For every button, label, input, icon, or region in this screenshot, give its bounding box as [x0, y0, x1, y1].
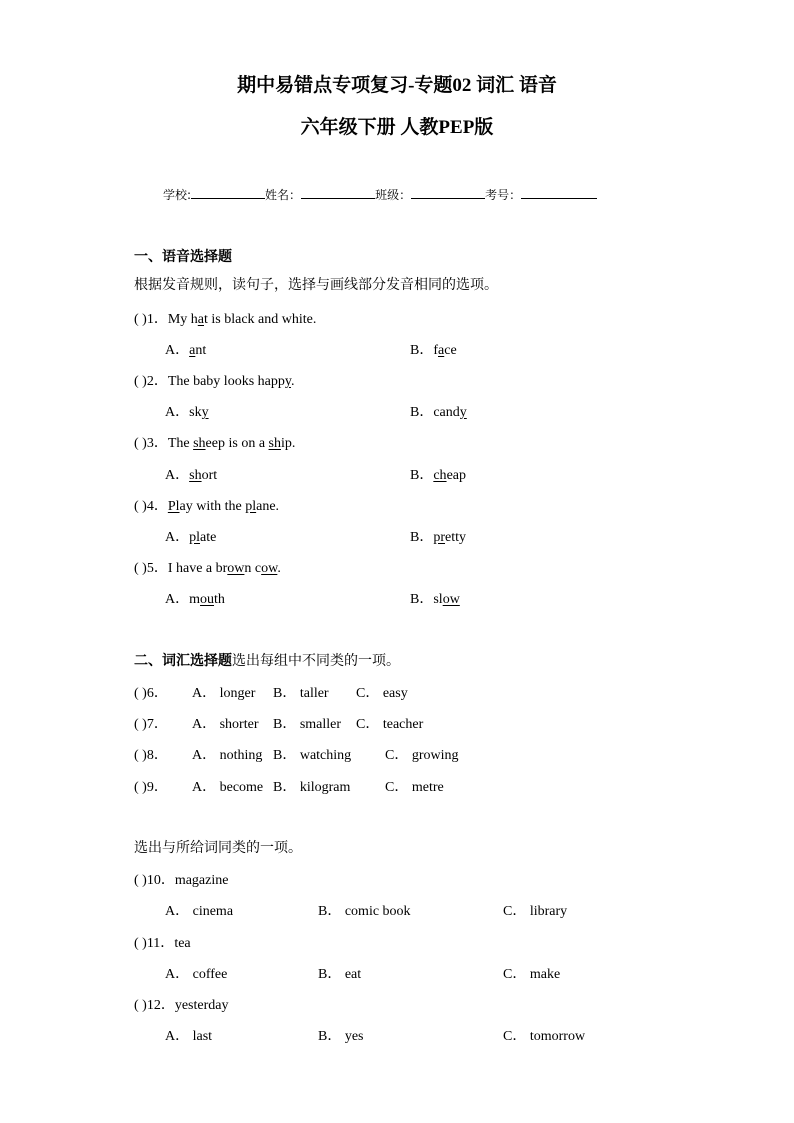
sentence-text: The baby looks happ — [167, 374, 285, 389]
option-a[interactable]: A．plate — [165, 530, 217, 545]
option-a[interactable]: A． coffee — [165, 967, 228, 982]
option-a[interactable]: A．short — [165, 468, 218, 483]
question-9: ( )9． — [134, 780, 168, 795]
option-a[interactable]: A． nothing — [192, 748, 263, 763]
answer-paren[interactable]: ( ) — [134, 312, 147, 327]
sentence-text: I have a br — [167, 561, 228, 576]
option-b[interactable]: B．pretty — [410, 530, 467, 545]
answer-paren[interactable]: ( ) — [134, 936, 147, 951]
question-number: 2． — [146, 374, 168, 389]
underlined-part: pl — [245, 499, 257, 514]
section2-header — [134, 650, 400, 670]
school-blank[interactable] — [191, 186, 265, 199]
option-b[interactable]: B．slow — [410, 592, 460, 607]
option-b[interactable]: B． watching — [273, 748, 352, 763]
sentence-text: ane. — [256, 499, 280, 514]
class-blank[interactable] — [411, 186, 485, 199]
given-word: tea — [174, 936, 191, 951]
number-blank[interactable] — [521, 186, 597, 199]
option-c[interactable]: C． tomorrow — [503, 1029, 586, 1044]
option-a[interactable]: A．mouth — [165, 592, 225, 607]
option-a[interactable]: A． longer — [192, 686, 256, 701]
sentence-text: ip. — [280, 436, 296, 451]
option-a[interactable]: A． shorter — [192, 717, 259, 732]
answer-paren[interactable]: ( ) — [134, 780, 147, 795]
option-c[interactable]: C． make — [503, 967, 561, 982]
underlined-part: a — [197, 312, 204, 327]
sentence-text: t is black and white. — [204, 312, 317, 327]
section2-heading: 二、词汇选择题 — [134, 653, 232, 669]
school-label: 学校: — [163, 188, 192, 202]
underlined-part: ow — [261, 561, 278, 576]
answer-paren[interactable]: ( ) — [134, 499, 147, 514]
answer-paren[interactable]: ( ) — [134, 374, 147, 389]
option-a[interactable]: A． become — [192, 780, 264, 795]
underlined-part: sh — [193, 436, 206, 451]
sentence-text: . — [290, 374, 295, 389]
option-b[interactable]: B． taller — [273, 686, 329, 701]
option-c[interactable]: C． teacher — [356, 717, 424, 732]
sentence-text: ay with the — [179, 499, 246, 514]
question-4 — [134, 495, 279, 515]
question-3 — [134, 432, 295, 452]
option-b[interactable]: B． kilogram — [273, 780, 351, 795]
class-label: 班级： — [375, 188, 412, 202]
option-a[interactable]: A． last — [165, 1029, 213, 1044]
sentence-text: My h — [167, 312, 198, 327]
option-c[interactable]: C． library — [503, 904, 568, 919]
underlined-part: ow — [227, 561, 245, 576]
sentence-text: . — [277, 561, 281, 576]
question-2 — [134, 370, 294, 390]
doc-subtitle: 六年级下册 人教PEP版 — [300, 117, 494, 138]
option-c[interactable]: C． easy — [356, 686, 408, 701]
underlined-part: Pl — [167, 499, 180, 514]
option-b[interactable]: B． smaller — [273, 717, 342, 732]
question-number: 5． — [146, 561, 168, 576]
section1-heading: 一、语音选择题 — [134, 249, 232, 265]
option-a[interactable]: A．sky — [165, 405, 209, 420]
student-info-line — [163, 186, 597, 203]
option-b[interactable]: B．candy — [410, 405, 467, 420]
question-number: 3． — [146, 436, 168, 451]
underlined-part: y — [284, 374, 291, 389]
section2-instruction: 选出每组中不同类的一项。 — [232, 653, 400, 669]
given-word: magazine — [174, 873, 229, 888]
question-1 — [134, 308, 316, 328]
section1-instruction: 根据发音规则，读句子，选择与画线部分发音相同的选项。 — [134, 277, 498, 293]
question-10: ( )10．magazine — [134, 873, 229, 888]
option-c[interactable]: C． metre — [385, 780, 444, 795]
sentence-text: n c — [244, 561, 262, 576]
option-b[interactable]: B．cheap — [410, 468, 466, 483]
given-word: yesterday — [174, 998, 229, 1013]
answer-paren[interactable]: ( ) — [134, 998, 147, 1013]
option-b[interactable]: B． yes — [318, 1029, 364, 1044]
number-label: 考号： — [485, 188, 522, 202]
option-a[interactable]: A． cinema — [165, 904, 234, 919]
section2-instruction2: 选出与所给词同类的一项。 — [134, 840, 302, 856]
doc-title: 期中易错点专项复习-专题02 词汇 语音 — [237, 75, 557, 96]
question-number: 1． — [146, 312, 168, 327]
sentence-text: The — [167, 436, 194, 451]
answer-paren[interactable]: ( ) — [134, 561, 147, 576]
answer-paren[interactable]: ( ) — [134, 717, 147, 732]
underlined-part: sh — [268, 436, 281, 451]
option-b[interactable]: B． comic book — [318, 904, 411, 919]
question-5 — [134, 557, 281, 577]
option-c[interactable]: C． growing — [385, 748, 459, 763]
question-number: 4． — [146, 499, 168, 514]
question-12: ( )12．yesterday — [134, 998, 229, 1013]
question-7: ( )7． — [134, 717, 168, 732]
option-b[interactable]: B． eat — [318, 967, 362, 982]
answer-paren[interactable]: ( ) — [134, 748, 147, 763]
option-b[interactable]: B．face — [410, 343, 457, 358]
answer-paren[interactable]: ( ) — [134, 686, 147, 701]
name-label: 姓名： — [265, 188, 302, 202]
question-8: ( )8． — [134, 748, 168, 763]
answer-paren[interactable]: ( ) — [134, 873, 147, 888]
answer-paren[interactable]: ( ) — [134, 436, 147, 451]
name-blank[interactable] — [301, 186, 375, 199]
question-11: ( )11．tea — [134, 936, 191, 951]
option-a[interactable]: A．ant — [165, 343, 207, 358]
question-6: ( )6． — [134, 686, 168, 701]
sentence-text: eep is on a — [205, 436, 269, 451]
